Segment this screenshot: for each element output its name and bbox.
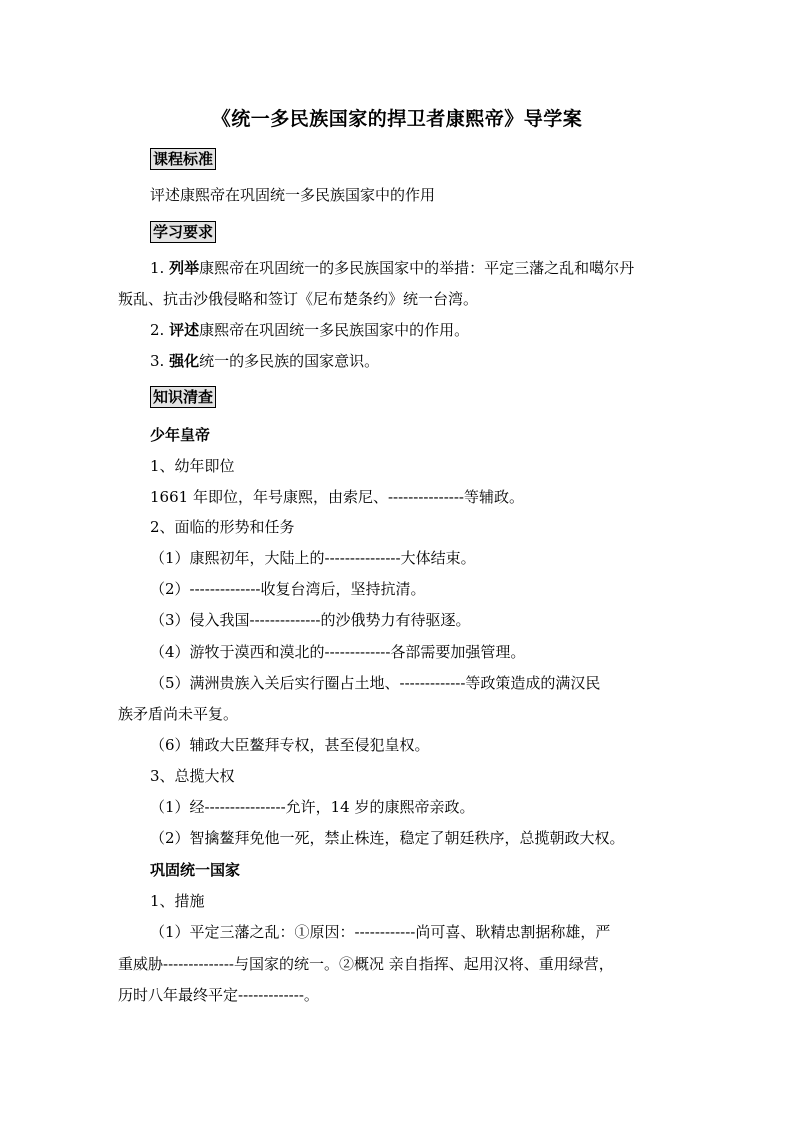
content-line: 族矛盾尚未平复。	[118, 705, 239, 723]
heading-consolidate-unity: 巩固统一国家	[150, 861, 241, 879]
page-title: 《统一多民族国家的捍卫者康熙帝》导学案	[211, 108, 583, 130]
content-line: 1、幼年即位	[150, 457, 235, 475]
requirement-text: 康熙帝在巩固统一多民族国家中的作用。	[199, 321, 470, 339]
requirement-num: 3.	[150, 352, 165, 370]
content-line: （6）辅政大臣鳌拜专权，甚至侵犯皇权。	[150, 736, 430, 754]
content-line: 3、总揽大权	[150, 767, 235, 785]
content-line: 重威胁--------------与国家的统一。②概况 亲自指挥、起用汉将、重用绿营，	[118, 955, 614, 973]
requirement-text: 统一的多民族的国家意识。	[199, 352, 380, 370]
content-line: 1、措施	[150, 892, 205, 910]
requirement-keyword: 强化	[169, 352, 200, 370]
section-label-curriculum: 课程标准	[150, 148, 216, 170]
content-line: （1）经----------------允许，14 岁的康熙帝亲政。	[150, 798, 475, 816]
content-line: 历时八年最终平定-------------。	[118, 986, 319, 1004]
requirement-num: 2.	[150, 321, 165, 339]
requirement-item-1-cont: 叛乱、抗击沙俄侵略和签订《尼布楚条约》统一台湾。	[118, 290, 479, 308]
content-line: （1）平定三藩之乱：①原因：------------尚可喜、耿精忠割据称雄，严	[150, 923, 611, 941]
content-line: 2、面临的形势和任务	[150, 518, 295, 536]
requirement-item-3	[150, 351, 379, 371]
requirement-keyword: 评述	[169, 321, 200, 339]
requirement-item-2	[150, 320, 469, 340]
curriculum-text: 评述康熙帝在巩固统一多民族国家中的作用	[150, 186, 436, 204]
content-line: 1661 年即位，年号康熙，由索尼、---------------等辅政。	[150, 488, 524, 506]
content-line: （5）满洲贵族入关后实行圈占土地、-------------等政策造成的满汉民	[150, 674, 601, 692]
requirement-item-1	[150, 258, 634, 278]
requirement-num: 1.	[150, 259, 165, 277]
heading-young-emperor: 少年皇帝	[150, 426, 211, 444]
content-line: （2）--------------收复台湾后，坚持抗清。	[150, 580, 426, 598]
content-line: （2）智擒鳌拜免他一死，禁止株连，稳定了朝廷秩序，总揽朝政大权。	[150, 829, 625, 847]
section-label-requirements: 学习要求	[150, 221, 216, 243]
requirement-text: 康熙帝在巩固统一的多民族国家中的举措：平定三藩之乱和噶尔丹	[199, 259, 635, 277]
content-line: （3）侵入我国--------------的沙俄势力有待驱逐。	[150, 611, 471, 629]
requirement-keyword: 列举	[169, 259, 200, 277]
section-label-knowledge: 知识清查	[150, 386, 216, 408]
content-line: （4）游牧于漠西和漠北的-------------各部需要加强管理。	[150, 643, 526, 661]
content-line: （1）康熙初年，大陆上的---------------大体结束。	[150, 549, 476, 567]
